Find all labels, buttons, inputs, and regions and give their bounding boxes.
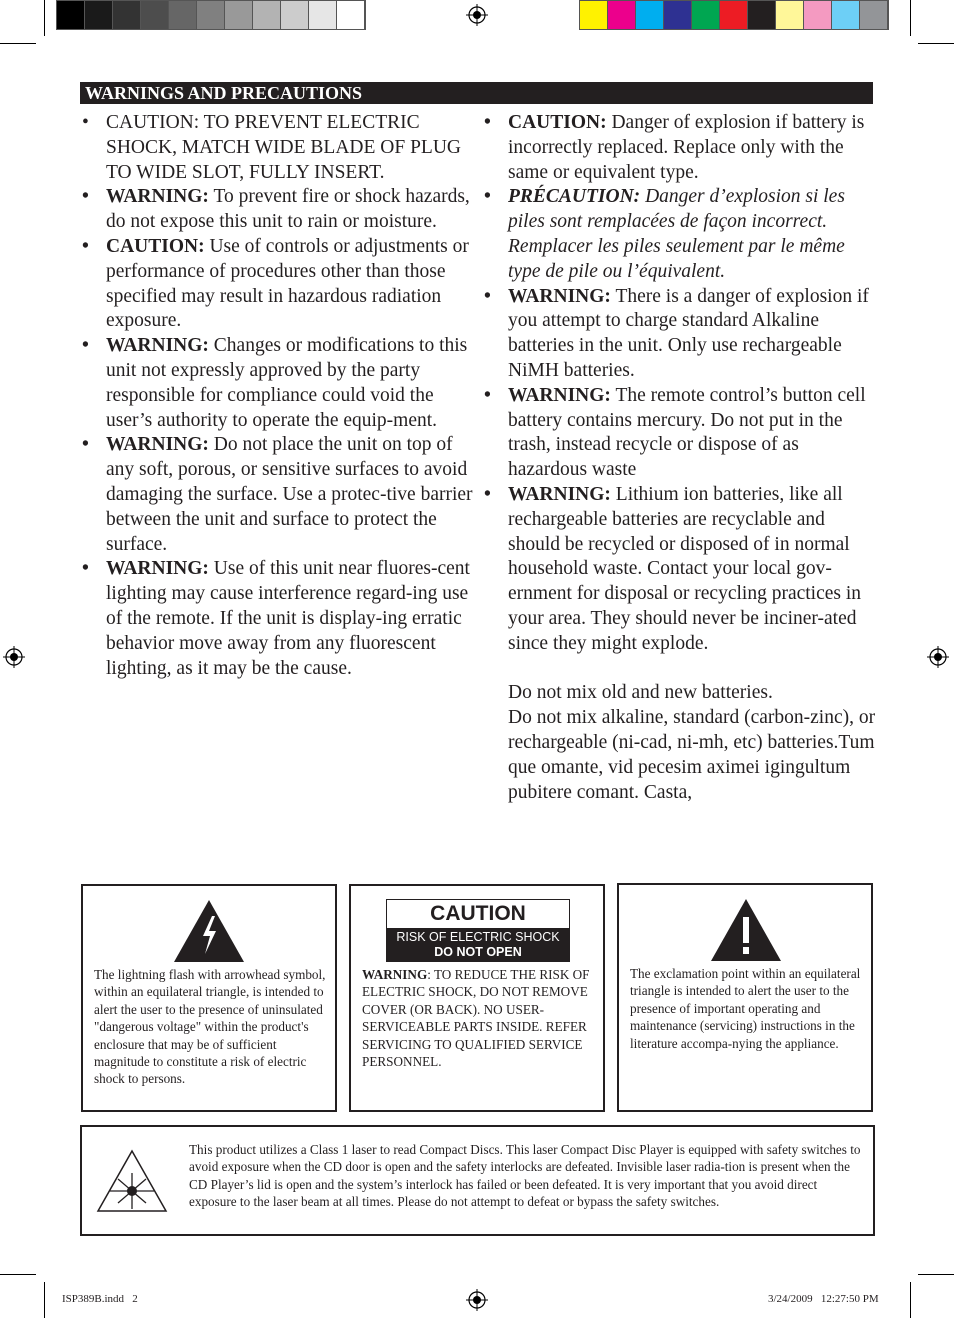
crop-mark: [910, 1282, 911, 1318]
color-swatch: [608, 1, 636, 29]
warning-text: There is a danger of explosion if you attempt to charge standard Alkaline batteries in the unit. Only use rechargeable NiMH batteries.: [508, 285, 869, 381]
warning-label: WARNING:: [106, 335, 209, 357]
warning-item: [80, 185, 475, 235]
warning-text: Danger d’explosion si les piles sont remplacées de façon incorrect. Remplacer les piles seulement par le même type de pile ou l’équivalent.: [508, 186, 845, 282]
color-swatch: [720, 1, 748, 29]
warning-item: [482, 285, 877, 384]
warning-item: [482, 111, 877, 185]
bullet: •: [484, 384, 491, 406]
warning-item: [80, 557, 475, 681]
caution-subtitle: [387, 928, 569, 961]
caution-line: DO NOT OPEN: [434, 945, 522, 959]
laser-description: This product utilizes a Class 1 laser to read Compact Discs. This laser Compact Disc Player is equipped with safety switches to avoid exposure when the CD door is open and the safety interlocks are defeated. Invisible laser radia-tion is present when the CD Player’s lid is open and the system’s interlock has failed or been defeated. It is very important that you avoid direct exposure to the laser beam at all times. Please do not attempt to defeat or bypass the safety switches.: [189, 1142, 861, 1210]
lightning-description: The lightning flash with arrowhead symbol, within an equilateral triangle, is intended to alert the user to the presence of uninsulated "dangerous voltage" within the product's enclosure that may be of sufficient magnitude to constitute a risk of electric shock to persons.: [94, 967, 326, 1087]
warning-item: [482, 483, 877, 657]
color-swatch: [860, 1, 888, 29]
gray-swatch: [337, 1, 365, 29]
registration-mark-icon: [466, 4, 488, 26]
color-swatch: [636, 1, 664, 29]
warning-text: Do not place the unit on top of any soft, porous, or sensitive surfaces to avoid damaging the surface. Use a protec-tive barrier between the unit and surface to protect the surface.: [106, 434, 473, 555]
color-swatch: [776, 1, 804, 29]
exclamation-description: The exclamation point within an equilateral triangle is intended to alert the user to the presence of important operating and maintenance (servicing) instructions in the literature accompa-nying the appliance.: [630, 966, 861, 1051]
warning-text: To prevent fire or shock hazards, do not expose this unit to rain or moisture.: [106, 186, 470, 233]
crop-mark: [44, 0, 45, 36]
caution-label: [386, 899, 570, 962]
bullet: •: [484, 112, 491, 133]
warning-label: WARNING:: [508, 483, 611, 505]
lightning-symbol-box: [81, 884, 337, 1112]
gray-swatch: [309, 1, 337, 29]
warning-item: [482, 384, 877, 483]
crop-mark: [918, 1274, 954, 1275]
battery-note: Do not mix old and new batteries.: [508, 682, 773, 704]
exclamation-symbol-box: [617, 883, 873, 1112]
section-title: WARNINGS AND PRECAUTIONS: [85, 83, 363, 103]
bullet: •: [82, 235, 89, 257]
gray-swatch: [281, 1, 309, 29]
crop-mark: [910, 0, 911, 36]
gray-swatch: [85, 1, 113, 29]
footer-filename: ISP389B.indd 2: [62, 1293, 138, 1305]
gray-swatch: [197, 1, 225, 29]
warning-label: PRÉCAUTION:: [508, 186, 641, 208]
warning-item: [80, 235, 475, 334]
warning-text: CAUTION: TO PREVENT ELECTRIC SHOCK, MATCH WIDE BLADE OF PLUG TO WIDE SLOT, FULLY INSERT.: [106, 112, 461, 183]
footer-timestamp: 3/24/2009 12:27:50 PM: [768, 1293, 879, 1305]
gray-swatch: [169, 1, 197, 29]
warning-text: Danger of explosion if battery is incorrectly replaced. Replace only with the same or equivalent type.: [508, 112, 865, 183]
bullet: •: [484, 483, 491, 505]
caution-description: [362, 966, 595, 1070]
warning-label: WARNING:: [508, 384, 611, 406]
color-swatch: [748, 1, 776, 29]
crop-mark: [0, 43, 36, 44]
warning-item: [80, 433, 475, 557]
bullet: •: [82, 112, 89, 133]
warning-text: Use of this unit near fluores-cent lighting may cause interference regard-ing use of the remote. If the unit is display-ing erratic behavior move away from any fluorescent lighting, as it may be the cause.: [106, 558, 470, 679]
crop-mark: [44, 1282, 45, 1318]
exclamation-warning-icon: [711, 899, 781, 961]
caution-warning-label: WARNING: [362, 967, 428, 982]
color-swatch: [580, 1, 608, 29]
color-swatch: [804, 1, 832, 29]
crop-mark: [0, 1274, 36, 1275]
caution-title: CAUTION: [387, 900, 569, 928]
warning-text: Use of controls or adjustments or performance of procedures other than those specified may result in hazardous radiation exposure.: [106, 235, 469, 332]
right-column: [482, 111, 877, 805]
left-column: [80, 111, 475, 681]
warning-label: WARNING:: [106, 186, 209, 208]
gray-swatch: [57, 1, 85, 29]
registration-mark-icon: [927, 646, 949, 668]
warning-text: The remote control’s button cell battery contains mercury. Do not put in the trash, instead recycle or dispose of as hazardous waste: [508, 384, 866, 481]
warning-label: CAUTION:: [508, 112, 607, 133]
color-calibration-bar: [579, 0, 889, 30]
warning-label: WARNING:: [106, 558, 209, 580]
bullet: •: [82, 558, 89, 580]
color-swatch: [664, 1, 692, 29]
crop-mark: [918, 43, 954, 44]
warning-item: [482, 185, 877, 284]
caution-line: RISK OF ELECTRIC SHOCK: [396, 930, 560, 944]
laser-notice-box: [80, 1125, 875, 1236]
section-header: [80, 82, 873, 104]
warning-text: Changes or modifications to this unit not expressly approved by the party responsible for compliance could void the user’s authority to operate the equip-ment.: [106, 335, 468, 431]
caution-warning-text: : TO REDUCE THE RISK OF ELECTRIC SHOCK, DO NOT REMOVE COVER (OR BACK). NO USER-SERVICEABLE PARTS INSIDE. REFER SERVICING TO QUALIFIED SERVICE PERSONNEL.: [362, 967, 590, 1070]
registration-mark-icon: [3, 646, 25, 668]
gray-swatch: [253, 1, 281, 29]
warning-item: [80, 111, 475, 185]
bullet: •: [82, 434, 89, 456]
bullet: •: [82, 335, 89, 357]
gray-swatch: [113, 1, 141, 29]
gray-calibration-bar: [56, 0, 366, 30]
color-swatch: [692, 1, 720, 29]
caution-symbol-box: [349, 884, 605, 1112]
gray-swatch: [141, 1, 169, 29]
bullet: •: [82, 186, 89, 208]
warning-label: CAUTION:: [106, 235, 205, 257]
gray-swatch: [225, 1, 253, 29]
color-swatch: [832, 1, 860, 29]
lightning-warning-icon: [174, 900, 244, 962]
registration-mark-icon: [466, 1289, 488, 1311]
warning-label: WARNING:: [106, 434, 209, 456]
warning-item: [80, 334, 475, 433]
warning-label: WARNING:: [508, 285, 611, 307]
bullet: •: [484, 285, 491, 307]
battery-note: Do not mix alkaline, standard (carbon-zinc), or rechargeable (ni-cad, ni-mh, etc) batteries.Tum que omante, vid pecesim aximei igingultum pubitere comant. Casta,: [508, 707, 876, 803]
bullet: •: [484, 186, 491, 208]
laser-warning-icon: [96, 1149, 168, 1213]
warning-text: Lithium ion batteries, like all rechargeable batteries are recyclable and should be recycled or disposed of in normal household waste. Contact your local gov-ernment for disposal or recycling practices in your area. They should never be inciner-ated since they might explode.: [508, 483, 862, 654]
